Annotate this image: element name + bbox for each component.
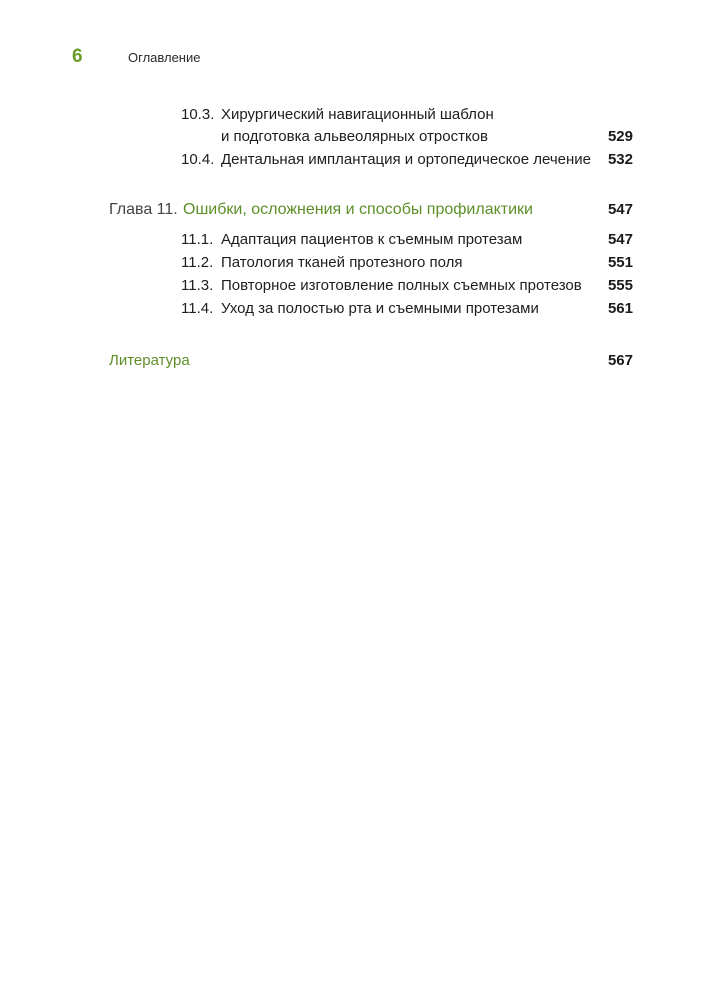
- toc-entry-page: 529: [607, 128, 633, 145]
- literature-title: Литература: [109, 352, 190, 369]
- toc-entry-number: 11.2.: [181, 254, 214, 271]
- toc-entry-title: Уход за полостью рта и съемными протезами: [221, 300, 539, 317]
- toc-entry-page: 555: [607, 277, 633, 294]
- running-head: Оглавление: [128, 50, 201, 65]
- toc-entry-title: Дентальная имплантация и ортопедическое лечение: [221, 151, 592, 168]
- toc-entry-title: Хирургический навигационный шаблон: [221, 106, 494, 123]
- toc-entry-11-1[interactable]: [0, 229, 701, 251]
- toc-entry-number: 11.4.: [181, 300, 214, 317]
- toc-entry-title: Адаптация пациентов к съемным протезам: [221, 231, 523, 248]
- literature-page: 567: [607, 352, 633, 369]
- toc-entry-title: Повторное изготовление полных съемных протезов: [221, 277, 582, 294]
- toc-entry-10-4[interactable]: [0, 149, 701, 171]
- toc-entry-number: 11.3.: [181, 277, 214, 294]
- toc-entry-title-cont: и подготовка альвеолярных отростков: [221, 128, 488, 145]
- chapter-label: Глава 11.: [109, 201, 178, 218]
- toc-entry-11-3[interactable]: [0, 275, 701, 297]
- toc-entry-11-4[interactable]: [0, 298, 701, 320]
- toc-entry-number: 10.3.: [181, 106, 215, 123]
- page-number: 6: [72, 46, 83, 67]
- toc-literature[interactable]: [0, 350, 701, 372]
- toc-chapter-11[interactable]: [0, 199, 701, 221]
- toc-entry-page: 561: [607, 300, 633, 317]
- toc-entry-page: 532: [607, 151, 633, 168]
- chapter-title: Ошибки, осложнения и способы профилактики: [183, 201, 533, 218]
- toc-entry-number: 10.4.: [181, 151, 215, 168]
- toc-entry-10-3-cont[interactable]: [0, 126, 701, 148]
- chapter-page: 547: [607, 201, 633, 218]
- toc-entry-page: 551: [607, 254, 633, 271]
- toc-entry-11-2[interactable]: [0, 252, 701, 274]
- toc-entry-page: 547: [607, 231, 633, 248]
- toc-entry-10-3[interactable]: [0, 104, 701, 126]
- toc-entry-number: 11.1.: [181, 231, 214, 248]
- toc-entry-title: Патология тканей протезного поля: [221, 254, 463, 271]
